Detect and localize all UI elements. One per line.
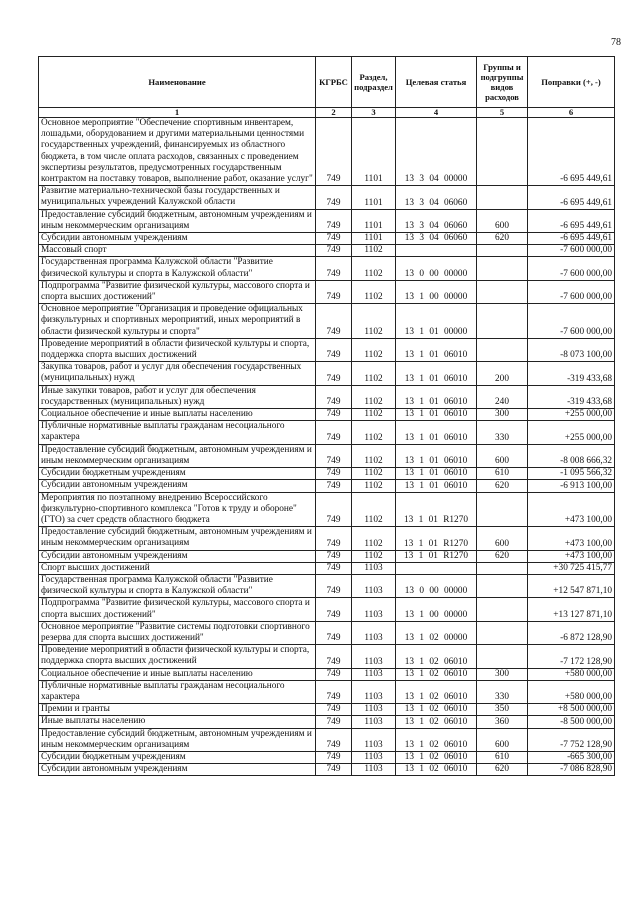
budget-amendments-table bbox=[38, 56, 615, 776]
row-amount: +473 100,00 bbox=[528, 550, 615, 562]
row-section: 1102 bbox=[352, 492, 396, 527]
row-amount: -6 695 449,61 bbox=[528, 233, 615, 245]
row-kgrbs: 749 bbox=[316, 186, 352, 209]
row-target-article: 13 1 02 06010 bbox=[396, 751, 477, 763]
row-section: 1103 bbox=[352, 562, 396, 574]
row-expense-group: 600 bbox=[477, 728, 528, 751]
row-target-article: 13 1 01 00000 bbox=[396, 304, 477, 339]
row-amount: +473 100,00 bbox=[528, 492, 615, 527]
row-amount: -7 172 128,90 bbox=[528, 645, 615, 668]
row-target-article: 13 3 04 06060 bbox=[396, 209, 477, 232]
row-target-article: 13 0 00 00000 bbox=[396, 257, 477, 280]
row-section: 1102 bbox=[352, 338, 396, 361]
row-amount: +580 000,00 bbox=[528, 668, 615, 680]
row-name: Предоставление субсидий бюджетным, автономным учреждениям и иным некоммерческим организациям bbox=[39, 728, 316, 751]
row-expense-group: 330 bbox=[477, 421, 528, 444]
row-section: 1102 bbox=[352, 527, 396, 550]
row-name: Основное мероприятие "Обеспечение спортивным инвентарем, лошадьми, оборудованием и другими материальными ценностями государственных учреждений, финансируемых из областного бюджета, в том числе оплата расходов, связанных с проведением экспертизы результатов, предусмотренных государственным контрактом на поставку товаров, выполнение работ, оказание услуг" bbox=[39, 118, 316, 186]
table-row bbox=[39, 598, 615, 621]
row-target-article: 13 1 01 06010 bbox=[396, 338, 477, 361]
row-expense-group bbox=[477, 245, 528, 257]
table-row bbox=[39, 245, 615, 257]
page-number: 78 bbox=[611, 37, 621, 48]
row-expense-group: 240 bbox=[477, 385, 528, 408]
row-name: Мероприятия по поэтапному внедрению Всероссийского физкультурно-спортивного комплекса "Готов к труду и обороне" (ГТО) за счет средств областного бюджета bbox=[39, 492, 316, 527]
row-kgrbs: 749 bbox=[316, 704, 352, 716]
row-name: Социальное обеспечение и иные выплаты населению bbox=[39, 409, 316, 421]
row-target-article bbox=[396, 245, 477, 257]
row-expense-group: 600 bbox=[477, 527, 528, 550]
table-row bbox=[39, 468, 615, 480]
row-amount: +580 000,00 bbox=[528, 680, 615, 703]
row-section: 1103 bbox=[352, 621, 396, 644]
row-section: 1102 bbox=[352, 385, 396, 408]
column-number: 6 bbox=[528, 108, 615, 118]
row-kgrbs: 749 bbox=[316, 385, 352, 408]
table-row bbox=[39, 645, 615, 668]
row-target-article: 13 1 01 R1270 bbox=[396, 492, 477, 527]
row-name: Государственная программа Калужской области "Развитие физической культуры и спорта в Калужской области" bbox=[39, 574, 316, 597]
row-name: Развитие материально-технической базы государственных и муниципальных учреждений Калужской области bbox=[39, 186, 316, 209]
row-amount: -665 300,00 bbox=[528, 751, 615, 763]
row-section: 1103 bbox=[352, 728, 396, 751]
row-amount: +13 127 871,10 bbox=[528, 598, 615, 621]
row-expense-group: 200 bbox=[477, 362, 528, 385]
row-section: 1102 bbox=[352, 245, 396, 257]
row-name: Премии и гранты bbox=[39, 704, 316, 716]
row-name: Подпрограмма "Развитие физической культуры, массового спорта и спорта высших достижений" bbox=[39, 598, 316, 621]
row-target-article: 13 1 01 R1270 bbox=[396, 550, 477, 562]
row-name: Основное мероприятие "Организация и проведение официальных физкультурных и спортивных мероприятий, иных мероприятий в области физической культуры и спорта" bbox=[39, 304, 316, 339]
row-amount: +255 000,00 bbox=[528, 421, 615, 444]
row-target-article: 13 1 02 06010 bbox=[396, 668, 477, 680]
row-expense-group: 300 bbox=[477, 668, 528, 680]
row-amount: -8 500 000,00 bbox=[528, 716, 615, 728]
row-amount: -7 600 000,00 bbox=[528, 304, 615, 339]
row-name: Предоставление субсидий бюджетным, автономным учреждениям и иным некоммерческим организациям bbox=[39, 209, 316, 232]
row-target-article: 13 1 01 06010 bbox=[396, 468, 477, 480]
table-row bbox=[39, 492, 615, 527]
row-amount: -7 600 000,00 bbox=[528, 257, 615, 280]
row-expense-group: 620 bbox=[477, 550, 528, 562]
row-kgrbs: 749 bbox=[316, 245, 352, 257]
row-section: 1103 bbox=[352, 716, 396, 728]
row-expense-group bbox=[477, 492, 528, 527]
row-section: 1102 bbox=[352, 421, 396, 444]
row-name: Предоставление субсидий бюджетным, автономным учреждениям и иным некоммерческим организациям bbox=[39, 527, 316, 550]
table-row bbox=[39, 280, 615, 303]
table-row bbox=[39, 562, 615, 574]
row-amount: -7 086 828,90 bbox=[528, 764, 615, 776]
table-row bbox=[39, 574, 615, 597]
table-row bbox=[39, 338, 615, 361]
row-expense-group bbox=[477, 574, 528, 597]
table-row bbox=[39, 257, 615, 280]
row-amount: -6 695 449,61 bbox=[528, 186, 615, 209]
row-expense-group bbox=[477, 118, 528, 186]
table-row bbox=[39, 764, 615, 776]
row-section: 1103 bbox=[352, 574, 396, 597]
row-name: Субсидии бюджетным учреждениям bbox=[39, 468, 316, 480]
row-expense-group: 350 bbox=[477, 704, 528, 716]
row-kgrbs: 749 bbox=[316, 680, 352, 703]
row-name: Проведение мероприятий в области физической культуры и спорта, поддержка спорта высших достижений bbox=[39, 338, 316, 361]
row-amount: +12 547 871,10 bbox=[528, 574, 615, 597]
header-name: Наименование bbox=[39, 57, 316, 108]
row-kgrbs: 749 bbox=[316, 668, 352, 680]
row-kgrbs: 749 bbox=[316, 409, 352, 421]
row-kgrbs: 749 bbox=[316, 444, 352, 467]
row-target-article: 13 3 04 00000 bbox=[396, 118, 477, 186]
header-section: Раздел, подраздел bbox=[352, 57, 396, 108]
row-name: Иные выплаты населению bbox=[39, 716, 316, 728]
table-row bbox=[39, 421, 615, 444]
row-name: Спорт высших достижений bbox=[39, 562, 316, 574]
row-target-article: 13 0 00 00000 bbox=[396, 574, 477, 597]
row-kgrbs: 749 bbox=[316, 209, 352, 232]
row-kgrbs: 749 bbox=[316, 480, 352, 492]
table-row bbox=[39, 233, 615, 245]
row-expense-group: 600 bbox=[477, 444, 528, 467]
table-row bbox=[39, 704, 615, 716]
row-kgrbs: 749 bbox=[316, 550, 352, 562]
row-target-article: 13 1 01 06010 bbox=[396, 480, 477, 492]
row-amount: -1 095 566,32 bbox=[528, 468, 615, 480]
row-kgrbs: 749 bbox=[316, 598, 352, 621]
column-number: 5 bbox=[477, 108, 528, 118]
row-kgrbs: 749 bbox=[316, 362, 352, 385]
table-row bbox=[39, 480, 615, 492]
table-row bbox=[39, 186, 615, 209]
row-amount: -6 872 128,90 bbox=[528, 621, 615, 644]
row-expense-group: 600 bbox=[477, 209, 528, 232]
column-number: 4 bbox=[396, 108, 477, 118]
row-expense-group bbox=[477, 304, 528, 339]
row-name: Публичные нормативные выплаты гражданам несоциального характера bbox=[39, 680, 316, 703]
row-target-article: 13 1 01 06010 bbox=[396, 409, 477, 421]
row-kgrbs: 749 bbox=[316, 527, 352, 550]
row-kgrbs: 749 bbox=[316, 118, 352, 186]
row-section: 1102 bbox=[352, 409, 396, 421]
row-name: Социальное обеспечение и иные выплаты населению bbox=[39, 668, 316, 680]
table-row bbox=[39, 385, 615, 408]
column-number-row bbox=[39, 108, 615, 118]
row-kgrbs: 749 bbox=[316, 280, 352, 303]
row-target-article: 13 1 01 06010 bbox=[396, 385, 477, 408]
row-section: 1102 bbox=[352, 444, 396, 467]
row-section: 1102 bbox=[352, 304, 396, 339]
row-expense-group bbox=[477, 598, 528, 621]
row-name: Государственная программа Калужской области "Развитие физической культуры и спорта в Калужской области" bbox=[39, 257, 316, 280]
row-expense-group bbox=[477, 621, 528, 644]
row-amount: -7 752 128,90 bbox=[528, 728, 615, 751]
row-section: 1102 bbox=[352, 280, 396, 303]
row-kgrbs: 749 bbox=[316, 764, 352, 776]
row-kgrbs: 749 bbox=[316, 645, 352, 668]
row-expense-group: 360 bbox=[477, 716, 528, 728]
row-section: 1103 bbox=[352, 680, 396, 703]
row-expense-group bbox=[477, 562, 528, 574]
row-target-article: 13 1 02 00000 bbox=[396, 621, 477, 644]
row-amount: -319 433,68 bbox=[528, 385, 615, 408]
row-section: 1101 bbox=[352, 118, 396, 186]
row-section: 1103 bbox=[352, 704, 396, 716]
table-row bbox=[39, 118, 615, 186]
row-name: Закупка товаров, работ и услуг для обеспечения государственных (муниципальных) нужд bbox=[39, 362, 316, 385]
row-amount: +30 725 415,77 bbox=[528, 562, 615, 574]
row-amount: -7 600 000,00 bbox=[528, 280, 615, 303]
row-section: 1103 bbox=[352, 668, 396, 680]
table-header-row bbox=[39, 57, 615, 108]
row-expense-group bbox=[477, 186, 528, 209]
row-name: Иные закупки товаров, работ и услуг для обеспечения государственных (муниципальных) нужд bbox=[39, 385, 316, 408]
row-amount: -6 913 100,00 bbox=[528, 480, 615, 492]
row-amount: +8 500 000,00 bbox=[528, 704, 615, 716]
row-section: 1103 bbox=[352, 598, 396, 621]
row-section: 1103 bbox=[352, 764, 396, 776]
row-expense-group: 610 bbox=[477, 751, 528, 763]
row-expense-group bbox=[477, 280, 528, 303]
row-target-article: 13 1 02 06010 bbox=[396, 645, 477, 668]
header-group: Группы и подгруппы видов расходов bbox=[477, 57, 528, 108]
row-expense-group: 620 bbox=[477, 233, 528, 245]
row-name: Проведение мероприятий в области физической культуры и спорта, поддержка спорта высших достижений bbox=[39, 645, 316, 668]
row-target-article: 13 1 02 06010 bbox=[396, 716, 477, 728]
column-number: 3 bbox=[352, 108, 396, 118]
row-section: 1102 bbox=[352, 362, 396, 385]
row-target-article: 13 1 00 00000 bbox=[396, 280, 477, 303]
row-section: 1101 bbox=[352, 233, 396, 245]
row-section: 1102 bbox=[352, 468, 396, 480]
row-target-article: 13 1 01 06010 bbox=[396, 444, 477, 467]
row-kgrbs: 749 bbox=[316, 304, 352, 339]
row-expense-group: 620 bbox=[477, 480, 528, 492]
row-amount: -8 073 100,00 bbox=[528, 338, 615, 361]
table-row bbox=[39, 751, 615, 763]
row-amount: -319 433,68 bbox=[528, 362, 615, 385]
row-expense-group bbox=[477, 257, 528, 280]
row-section: 1103 bbox=[352, 751, 396, 763]
row-kgrbs: 749 bbox=[316, 751, 352, 763]
row-expense-group: 300 bbox=[477, 409, 528, 421]
row-name: Предоставление субсидий бюджетным, автономным учреждениям и иным некоммерческим организациям bbox=[39, 444, 316, 467]
row-section: 1102 bbox=[352, 480, 396, 492]
row-name: Субсидии автономным учреждениям bbox=[39, 233, 316, 245]
header-kgrbs: КГРБС bbox=[316, 57, 352, 108]
row-amount: -6 695 449,61 bbox=[528, 209, 615, 232]
row-target-article: 13 3 04 06060 bbox=[396, 186, 477, 209]
row-section: 1103 bbox=[352, 645, 396, 668]
row-expense-group: 610 bbox=[477, 468, 528, 480]
row-name: Основное мероприятие "Развитие системы подготовки спортивного резерва для спорта высших достижений" bbox=[39, 621, 316, 644]
table-row bbox=[39, 527, 615, 550]
row-name: Публичные нормативные выплаты гражданам несоциального характера bbox=[39, 421, 316, 444]
table-row bbox=[39, 716, 615, 728]
row-kgrbs: 749 bbox=[316, 728, 352, 751]
row-kgrbs: 749 bbox=[316, 257, 352, 280]
row-name: Субсидии автономным учреждениям bbox=[39, 480, 316, 492]
row-section: 1102 bbox=[352, 550, 396, 562]
row-target-article: 13 1 01 06010 bbox=[396, 421, 477, 444]
row-amount: -8 008 666,32 bbox=[528, 444, 615, 467]
row-amount: -6 695 449,61 bbox=[528, 118, 615, 186]
row-kgrbs: 749 bbox=[316, 338, 352, 361]
row-expense-group: 330 bbox=[477, 680, 528, 703]
table-row bbox=[39, 304, 615, 339]
table-row bbox=[39, 409, 615, 421]
row-target-article: 13 1 01 06010 bbox=[396, 362, 477, 385]
column-number: 2 bbox=[316, 108, 352, 118]
row-section: 1101 bbox=[352, 186, 396, 209]
row-amount: +255 000,00 bbox=[528, 409, 615, 421]
table-row bbox=[39, 550, 615, 562]
table-row bbox=[39, 668, 615, 680]
table-row bbox=[39, 444, 615, 467]
row-target-article: 13 1 02 06010 bbox=[396, 764, 477, 776]
row-amount: +473 100,00 bbox=[528, 527, 615, 550]
row-name: Массовый спорт bbox=[39, 245, 316, 257]
row-kgrbs: 749 bbox=[316, 421, 352, 444]
row-kgrbs: 749 bbox=[316, 468, 352, 480]
row-kgrbs: 749 bbox=[316, 233, 352, 245]
row-kgrbs: 749 bbox=[316, 716, 352, 728]
row-name: Субсидии автономным учреждениям bbox=[39, 550, 316, 562]
table-row bbox=[39, 728, 615, 751]
row-expense-group bbox=[477, 338, 528, 361]
row-kgrbs: 749 bbox=[316, 574, 352, 597]
row-target-article: 13 1 01 R1270 bbox=[396, 527, 477, 550]
row-target-article: 13 1 02 06010 bbox=[396, 728, 477, 751]
column-number: 1 bbox=[39, 108, 316, 118]
row-name: Субсидии бюджетным учреждениям bbox=[39, 751, 316, 763]
header-amount: Поправки (+, -) bbox=[528, 57, 615, 108]
table-row bbox=[39, 621, 615, 644]
row-amount: -7 600 000,00 bbox=[528, 245, 615, 257]
row-section: 1102 bbox=[352, 257, 396, 280]
row-name: Подпрограмма "Развитие физической культуры, массового спорта и спорта высших достижений" bbox=[39, 280, 316, 303]
row-target-article: 13 3 04 06060 bbox=[396, 233, 477, 245]
row-expense-group bbox=[477, 645, 528, 668]
row-kgrbs: 749 bbox=[316, 492, 352, 527]
row-kgrbs: 749 bbox=[316, 621, 352, 644]
row-kgrbs: 749 bbox=[316, 562, 352, 574]
row-name: Субсидии автономным учреждениям bbox=[39, 764, 316, 776]
row-target-article: 13 1 02 06010 bbox=[396, 680, 477, 703]
row-target-article: 13 1 00 00000 bbox=[396, 598, 477, 621]
table-row bbox=[39, 362, 615, 385]
row-expense-group: 620 bbox=[477, 764, 528, 776]
table-row bbox=[39, 680, 615, 703]
header-target: Целевая статья bbox=[396, 57, 477, 108]
row-section: 1101 bbox=[352, 209, 396, 232]
row-target-article: 13 1 02 06010 bbox=[396, 704, 477, 716]
table-row bbox=[39, 209, 615, 232]
row-target-article bbox=[396, 562, 477, 574]
